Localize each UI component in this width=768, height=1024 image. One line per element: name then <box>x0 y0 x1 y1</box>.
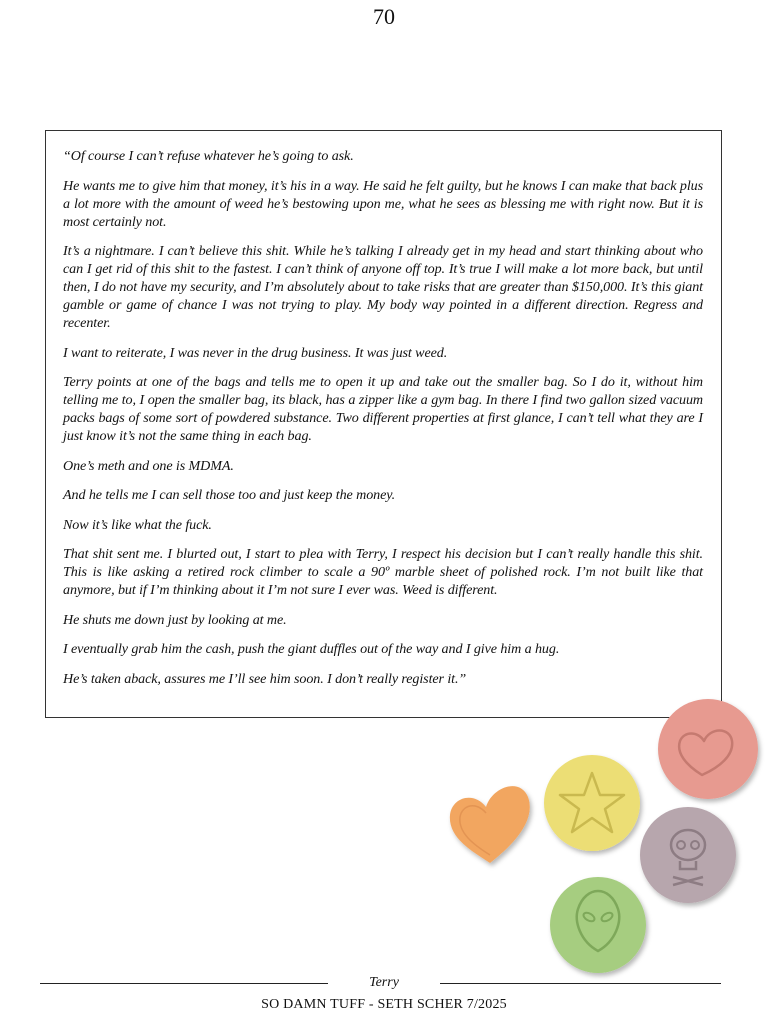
story-paragraph: That shit sent me. I blurted out, I start to plea with Terry, I respect his decision but I can’t really handle this shit. This is like asking a retired rock climber to scale a 90º marble sheet of polished rock. I’m not built like that anymore, but if I’m thinking about it I’m not sure I ever was. Weed is different. <box>63 546 703 598</box>
story-paragraph: One’s meth and one is MDMA. <box>63 457 234 474</box>
story-paragraph: I want to reiterate, I was never in the drug business. It was just weed. <box>63 344 448 361</box>
story-paragraph: I eventually grab him the cash, push the giant duffles out of the way and I give him a hug. <box>63 641 560 657</box>
page-number: 70 <box>373 4 395 29</box>
story-paragraph: It’s a nightmare. I can’t believe this shit. While he’s talking I already get in my head and start thinking about who can I get rid of this shit to the fastest. I can’t think of anyone off top. It’s true I will make a lot more back, but until then, I do not have my security, and I’m absolutely about to take risks that are greater than $150,000. It’s this giant gamble or game of chance I was not trying to play. My body way pointed in a different direction. Regress and recenter. <box>63 243 703 331</box>
footer-credit: SO DAMN TUFF - SETH SCHER 7/2025 <box>261 997 507 1012</box>
story-paragraph: “Of course I can’t refuse whatever he’s going to ask. <box>63 148 354 164</box>
story-paragraph: He’s taken aback, assures me I’ll see him soon. I don’t really register it.” <box>63 670 467 687</box>
story-text-box <box>45 130 722 718</box>
footer-rule-right <box>440 983 721 984</box>
footer-rule-left <box>40 983 328 984</box>
pink-heart-pill <box>658 699 758 799</box>
story-paragraph: Now it’s like what the fuck. <box>63 516 212 533</box>
story-paragraph: He shuts me down just by looking at me. <box>63 611 287 628</box>
yellow-star-pill <box>544 755 640 851</box>
orange-heart-pill <box>450 786 530 863</box>
pills-illustration <box>440 695 768 995</box>
green-alien-pill <box>550 877 646 973</box>
story-paragraph: And he tells me I can sell those too and just keep the money. <box>63 487 396 503</box>
footer-chapter-title: Terry <box>369 975 399 990</box>
grey-skull-pill <box>640 807 736 903</box>
story-paragraph: He wants me to give him that money, it’s his in a way. He said he felt guilty, but he knows I can make that back plus a lot more with the amount of weed he’s bestowing upon me, what he sees as blessing me with right now. But it is most certainly not. <box>63 177 703 230</box>
story-paragraph: Terry points at one of the bags and tells me to open it up and take out the smaller bag. So I do it, without him telling me to, I open the smaller bag, its black, has a zipper like a gym bag. In there I find two gallon sized vacuum packs bags of some sort of powdered substance. Two different properties at first glance, I can’t tell what they are I just know it’s not the same thing in each bag. <box>63 374 703 444</box>
